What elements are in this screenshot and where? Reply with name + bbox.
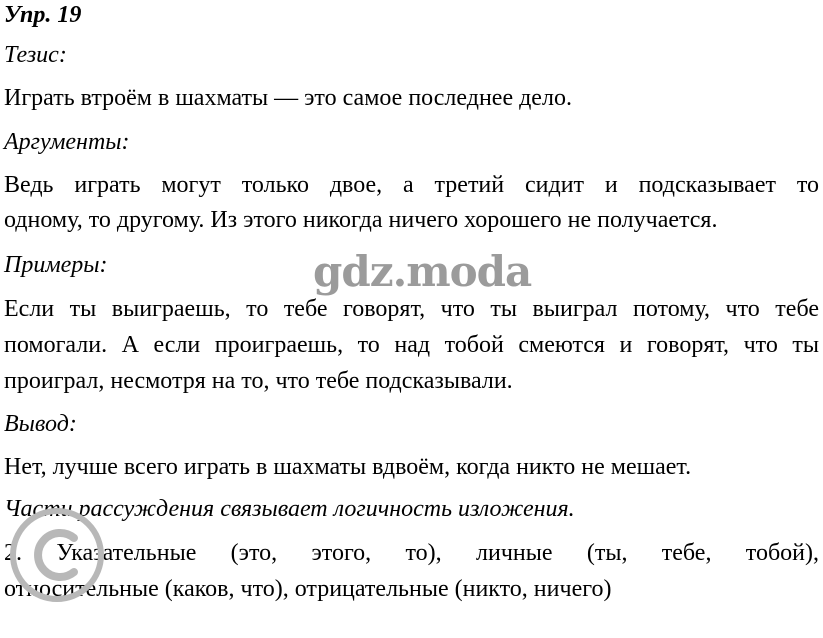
conclusion-label: Вывод:	[4, 411, 77, 437]
examples-line-2: помогали. А если проиграешь, то над тобой смеются и говорят, что ты	[4, 332, 819, 358]
examples-line-3: проиграл, несмотря на то, что тебе подсказывали.	[4, 368, 513, 394]
note-text: Части рассуждения связывает логичность изложения.	[4, 496, 575, 522]
arguments-line-2: одному, то другому. Из этого никогда ничего хорошего не получается.	[4, 207, 718, 233]
watermark-logo: gdz.moda	[313, 247, 532, 296]
answer-2-line-2: относительные (каков, что), отрицательные (никто, ничего)	[4, 576, 612, 602]
arguments-line-1: Ведь играть могут только двое, а третий сидит и подсказывает то	[4, 172, 819, 198]
copyright-icon	[8, 500, 106, 610]
thesis-label: Тезис:	[4, 42, 67, 68]
thesis-text: Играть втроём в шахматы — это самое последнее дело.	[4, 85, 572, 111]
conclusion-text: Нет, лучше всего играть в шахматы вдвоём, когда никто не мешает.	[4, 454, 692, 480]
examples-line-1: Если ты выиграешь, то тебе говорят, что ты выиграл потому, что тебе	[4, 296, 819, 322]
examples-label: Примеры:	[4, 252, 108, 278]
exercise-title: Упр. 19	[4, 2, 82, 28]
answer-2-line-1: 2. Указательные (это, этого, то), личные (ты, тебе, тобой),	[4, 540, 819, 566]
arguments-label: Аргументы:	[4, 129, 130, 155]
